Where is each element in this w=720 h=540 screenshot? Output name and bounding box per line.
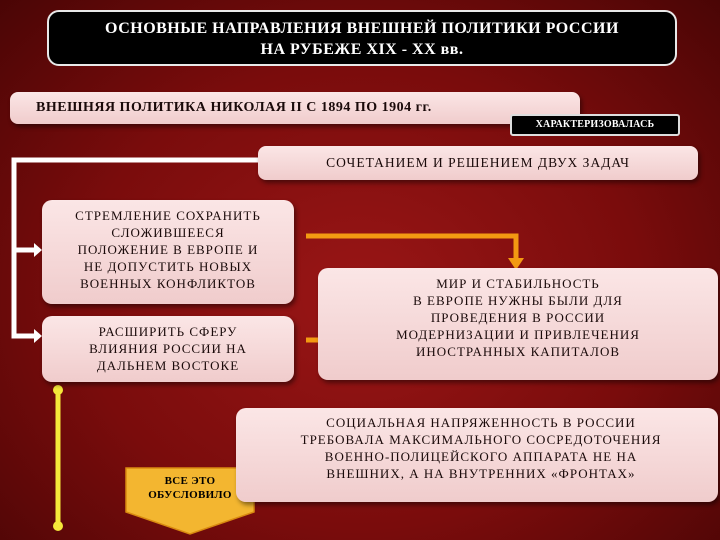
peace-stability-line: В ЕВРОПЕ НУЖНЫ БЫЛИ ДЛЯ xyxy=(413,293,623,308)
task-preserve-line: ПОЛОЖЕНИЕ В ЕВРОПЕ И xyxy=(77,242,259,257)
peace-stability-line: МИР И СТАБИЛЬНОСТЬ xyxy=(436,276,600,291)
peace-stability-line: ИНОСТРАННЫХ КАПИТАЛОВ xyxy=(415,344,621,359)
caused-label-line: ВСЕ ЭТО xyxy=(164,475,216,487)
task-preserve-line: СТРЕМЛЕНИЕ СОХРАНИТЬ xyxy=(75,208,261,223)
task-preserve-box xyxy=(42,200,294,304)
nicholas-policy-box: ВНЕШНЯЯ ПОЛИТИКА НИКОЛАЯ II С 1894 ПО 1904 гг. xyxy=(10,92,580,124)
caused-label xyxy=(136,474,244,512)
peace-stability-line: ПРОВЕДЕНИЯ В РОССИИ xyxy=(430,310,606,325)
title-line-2: НА РУБЕЖЕ XIX - XX вв. xyxy=(260,41,464,58)
task-preserve-line: СЛОЖИВШЕЕСЯ xyxy=(111,225,225,240)
two-tasks-box: СОЧЕТАНИЕМ И РЕШЕНИЕМ ДВУХ ЗАДАЧ xyxy=(258,146,698,180)
task-expand-line: РАСШИРИТЬ СФЕРУ xyxy=(98,324,238,339)
social-tension-line: ВНЕШНИХ, А НА ВНУТРЕННИХ «ФРОНТАХ» xyxy=(326,466,636,481)
characterized-label: ХАРАКТЕРИЗОВАЛАСЬ xyxy=(510,114,680,136)
task-expand-line: ДАЛЬНЕМ ВОСТОКЕ xyxy=(96,358,240,373)
page-title xyxy=(47,10,677,66)
social-tension-line: ВОЕННО-ПОЛИЦЕЙСКОГО АППАРАТА НЕ НА xyxy=(324,449,638,464)
task-preserve-line: ВОЕННЫХ КОНФЛИКТОВ xyxy=(80,276,256,291)
peace-stability-box xyxy=(318,268,718,380)
caused-label-line: ОБУСЛОВИЛО xyxy=(148,489,232,501)
title-line-1: ОСНОВНЫЕ НАПРАВЛЕНИЯ ВНЕШНЕЙ ПОЛИТИКИ РОССИИ xyxy=(105,20,619,37)
social-tension-box xyxy=(236,408,718,502)
peace-stability-line: МОДЕРНИЗАЦИИ И ПРИВЛЕЧЕНИЯ xyxy=(396,327,640,342)
orange-connector xyxy=(306,236,516,262)
task-preserve-line: НЕ ДОПУСТИТЬ НОВЫХ xyxy=(83,259,253,274)
task-expand-line: ВЛИЯНИЯ РОССИИ НА xyxy=(89,341,247,356)
social-tension-line: СОЦИАЛЬНАЯ НАПРЯЖЕННОСТЬ В РОССИИ xyxy=(326,415,636,430)
task-expand-box xyxy=(42,316,294,382)
social-tension-line: ТРЕБОВАЛА МАКСИМАЛЬНОГО СОСРЕДОТОЧЕНИЯ xyxy=(300,432,662,447)
